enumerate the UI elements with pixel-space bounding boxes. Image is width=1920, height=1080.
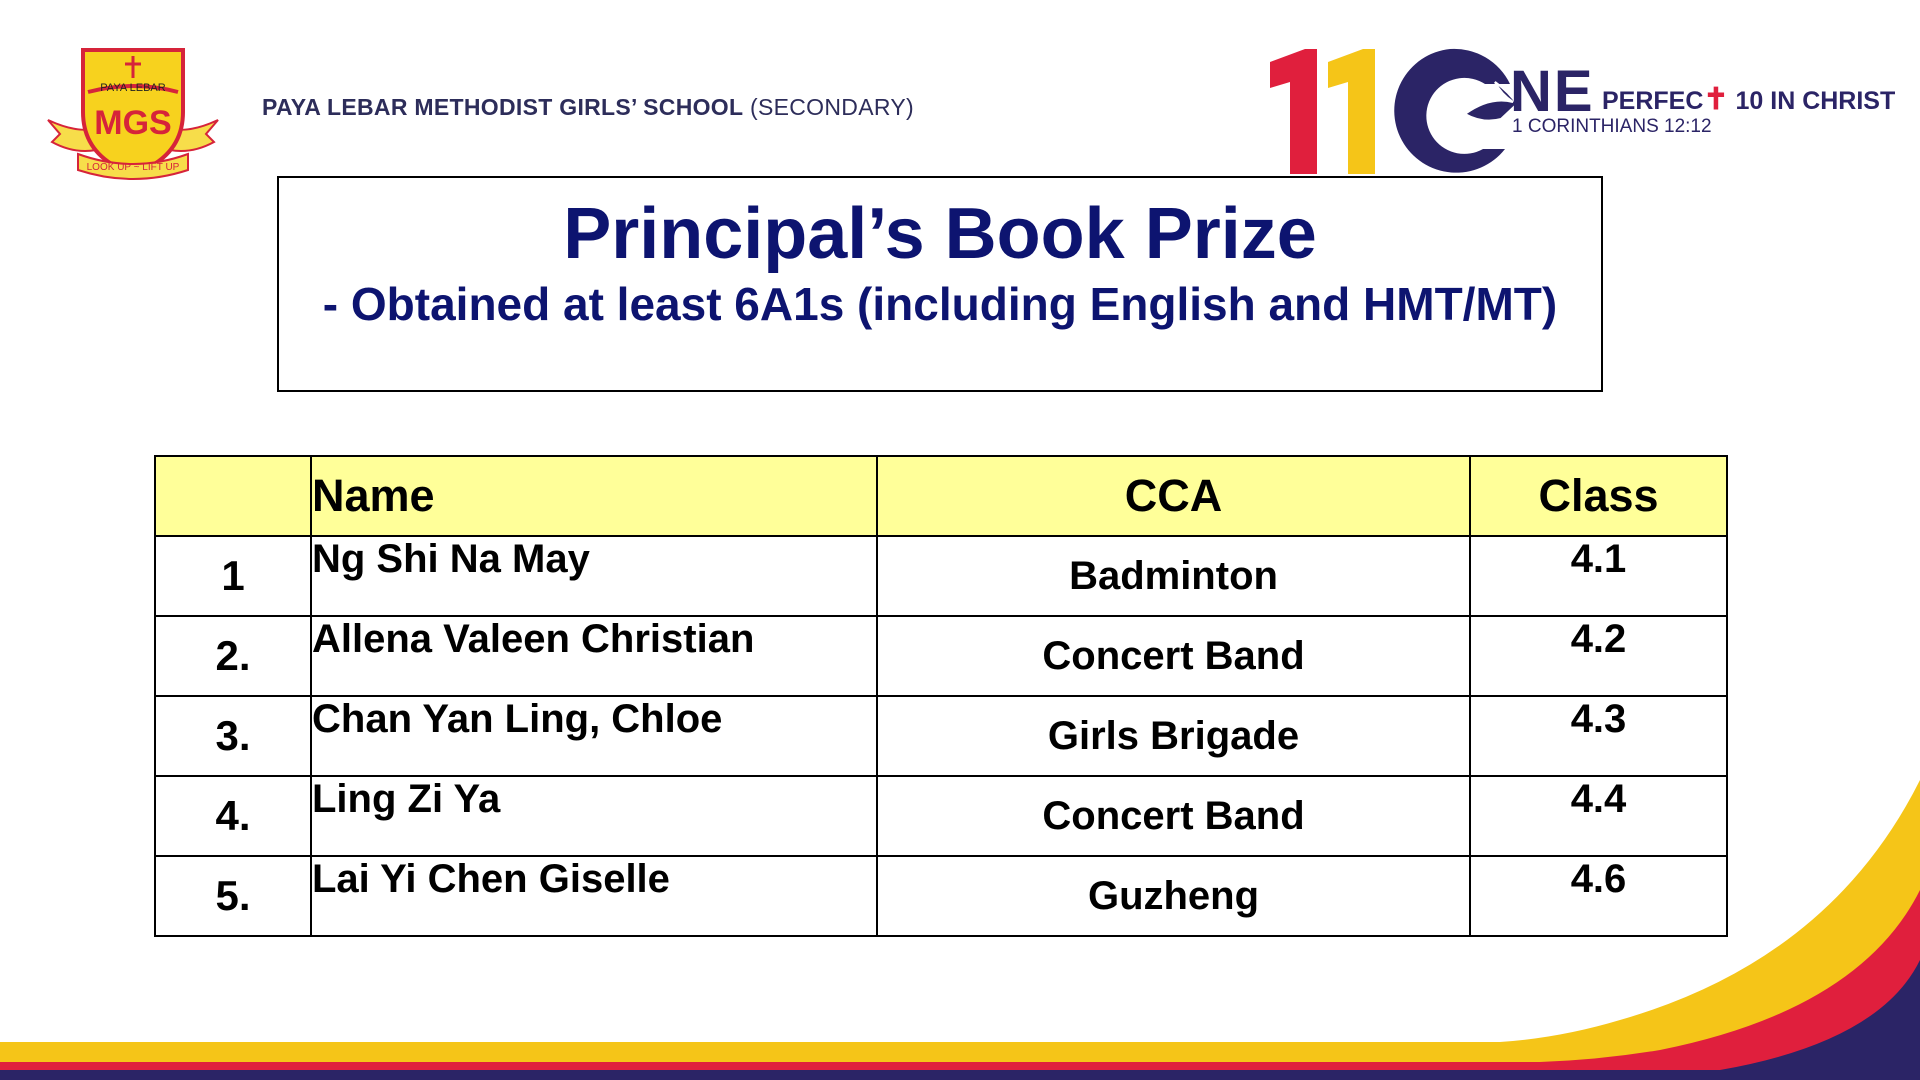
- school-name-bold: PAYA LEBAR METHODIST GIRLS’ SCHOOL: [262, 94, 744, 120]
- student-name: Lai Yi Chen Giselle: [311, 856, 877, 936]
- student-class: 4.4: [1470, 776, 1727, 856]
- table-row: [155, 536, 1727, 616]
- anniversary-verse: 1 CORINTHIANS 12:12: [1512, 116, 1712, 137]
- row-number: 5.: [155, 856, 311, 936]
- title-box: [277, 176, 1603, 392]
- table-row: [155, 696, 1727, 776]
- student-class: 4.2: [1470, 616, 1727, 696]
- cross-icon: ✝: [1703, 83, 1729, 116]
- school-name-suffix: (SECONDARY): [743, 94, 914, 120]
- row-number: 2.: [155, 616, 311, 696]
- motto-after-cross: 10 IN CHRIST: [1728, 87, 1896, 115]
- page-title: Principal’s Book Prize: [563, 194, 1317, 274]
- student-name: Chan Yan Ling, Chloe: [311, 696, 877, 776]
- crest-top-text: PAYA LEBAR: [100, 82, 166, 94]
- header-cca: CCA: [877, 456, 1470, 536]
- row-number: 3.: [155, 696, 311, 776]
- student-name: Ng Shi Na May: [311, 536, 877, 616]
- student-cca: Concert Band: [877, 776, 1470, 856]
- anniversary-motto: [1602, 82, 1895, 117]
- crest-ribbon-text: LOOK UP ~ LIFT UP: [86, 162, 180, 173]
- student-class: 4.1: [1470, 536, 1727, 616]
- table-row: [155, 616, 1727, 696]
- wave-swoosh-icon: [0, 780, 1920, 1080]
- motto-before-cross: PERFEC: [1602, 87, 1704, 115]
- row-number: 4.: [155, 776, 311, 856]
- row-number: 1: [155, 536, 311, 616]
- student-cca: Girls Brigade: [877, 696, 1470, 776]
- school-crest-icon: [38, 42, 228, 182]
- header-class: Class: [1470, 456, 1727, 536]
- student-name: Ling Zi Ya: [311, 776, 877, 856]
- student-class: 4.3: [1470, 696, 1727, 776]
- anniversary-ne: NE: [1510, 59, 1595, 124]
- table-header-row: [155, 456, 1727, 536]
- student-name: Allena Valeen Christian: [311, 616, 877, 696]
- school-name: [262, 94, 914, 121]
- student-cca: Concert Band: [877, 616, 1470, 696]
- student-cca: Badminton: [877, 536, 1470, 616]
- crest-monogram: MGS: [94, 104, 172, 142]
- page-subtitle: - Obtained at least 6A1s (including English and HMT/MT): [322, 278, 1558, 330]
- student-cca: Guzheng: [877, 856, 1470, 936]
- header-name: Name: [311, 456, 877, 536]
- header-number: [155, 456, 311, 536]
- student-class: 4.6: [1470, 856, 1727, 936]
